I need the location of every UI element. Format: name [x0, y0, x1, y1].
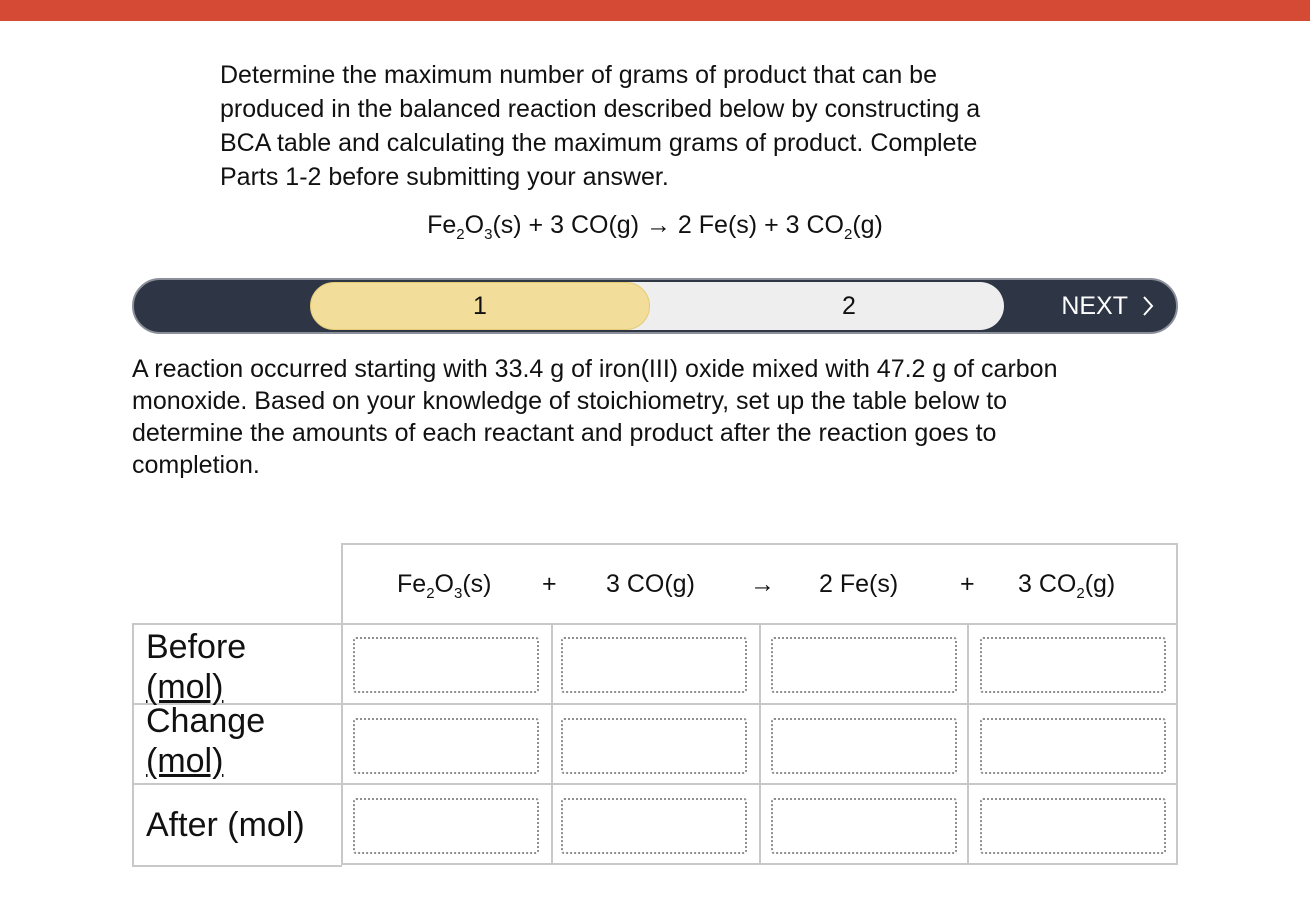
header-arrow: → [750, 570, 775, 598]
reaction-arrow: → [645, 211, 671, 239]
bca-row-labels [132, 623, 342, 867]
plus-sign: + [764, 211, 779, 239]
instructions-line: BCA table and calculating the maximum grams of product. Complete [220, 129, 978, 157]
after-iron-input[interactable] [771, 798, 957, 854]
before-iron-oxide-input[interactable] [353, 637, 539, 693]
after-label-text: After (mol) [146, 806, 305, 844]
balanced-equation [0, 208, 1310, 242]
header-iron: 2 Fe(s) [819, 570, 899, 598]
bca-table-header [343, 545, 1176, 625]
column-divider [551, 625, 553, 863]
header-iron-oxide: $Fe_2O_3(s)$ [397, 570, 492, 602]
part-stepper [132, 278, 1178, 334]
question-line: determine the amounts of each reactant and product after the reaction goes to [132, 419, 997, 447]
next-label: NEXT [1061, 291, 1128, 320]
change-label-text: Change [146, 702, 266, 740]
carbon-dioxide-term: 3 $CO_2(g)$ [785, 211, 883, 243]
before-carbon-dioxide-input[interactable] [980, 637, 1166, 693]
question-text [132, 353, 1192, 481]
instructions-line: Determine the maximum number of grams of product that can be [220, 61, 937, 89]
carbon-monoxide-term: 3 CO(g) [550, 211, 640, 239]
iron-term: 2 Fe(s) [677, 211, 758, 239]
top-accent-bar [0, 0, 1310, 21]
header-carbon-monoxide: 3 CO(g) [606, 570, 695, 598]
bca-table-body [343, 625, 1176, 863]
instructions-line: Parts 1-2 before submitting your answer. [220, 163, 669, 191]
header-plus: + [542, 570, 557, 598]
after-row-label [134, 785, 342, 865]
before-label-text: Before [146, 628, 247, 666]
next-button[interactable] [1061, 282, 1154, 330]
after-carbon-monoxide-input[interactable] [561, 798, 747, 854]
before-row-label [134, 625, 342, 705]
change-carbon-dioxide-input[interactable] [980, 718, 1166, 774]
column-divider [759, 625, 761, 863]
step-1-button[interactable] [310, 282, 650, 330]
step-1-label: 1 [473, 291, 487, 320]
bca-table [341, 543, 1178, 865]
change-carbon-monoxide-input[interactable] [561, 718, 747, 774]
plus-sign: + [528, 211, 544, 239]
before-iron-input[interactable] [771, 637, 957, 693]
header-carbon-dioxide: 3 $CO_2(g)$ [1018, 570, 1116, 602]
problem-instructions [220, 58, 1100, 194]
after-iron-oxide-input[interactable] [353, 798, 539, 854]
iron-oxide-formula: $Fe_2O_3(s)$ [427, 211, 522, 243]
before-carbon-monoxide-input[interactable] [561, 637, 747, 693]
change-iron-oxide-input[interactable] [353, 718, 539, 774]
change-iron-input[interactable] [771, 718, 957, 774]
step-2-label: 2 [842, 291, 856, 320]
question-line: monoxide. Based on your knowledge of stoichiometry, set up the table below to [132, 387, 1008, 415]
instructions-line: produced in the balanced reaction described below by constructing a [220, 95, 981, 123]
header-plus: + [960, 570, 975, 598]
before-label-unit: (mol) [146, 668, 224, 706]
column-divider [967, 625, 969, 863]
change-row-label [134, 701, 342, 785]
chevron-right-icon [1142, 295, 1154, 317]
question-line: completion. [132, 451, 260, 479]
after-carbon-dioxide-input[interactable] [980, 798, 1166, 854]
change-label-unit: (mol) [146, 742, 224, 780]
question-line: A reaction occurred starting with 33.4 g of iron(III) oxide mixed with 47.2 g of carbon [132, 355, 1058, 383]
